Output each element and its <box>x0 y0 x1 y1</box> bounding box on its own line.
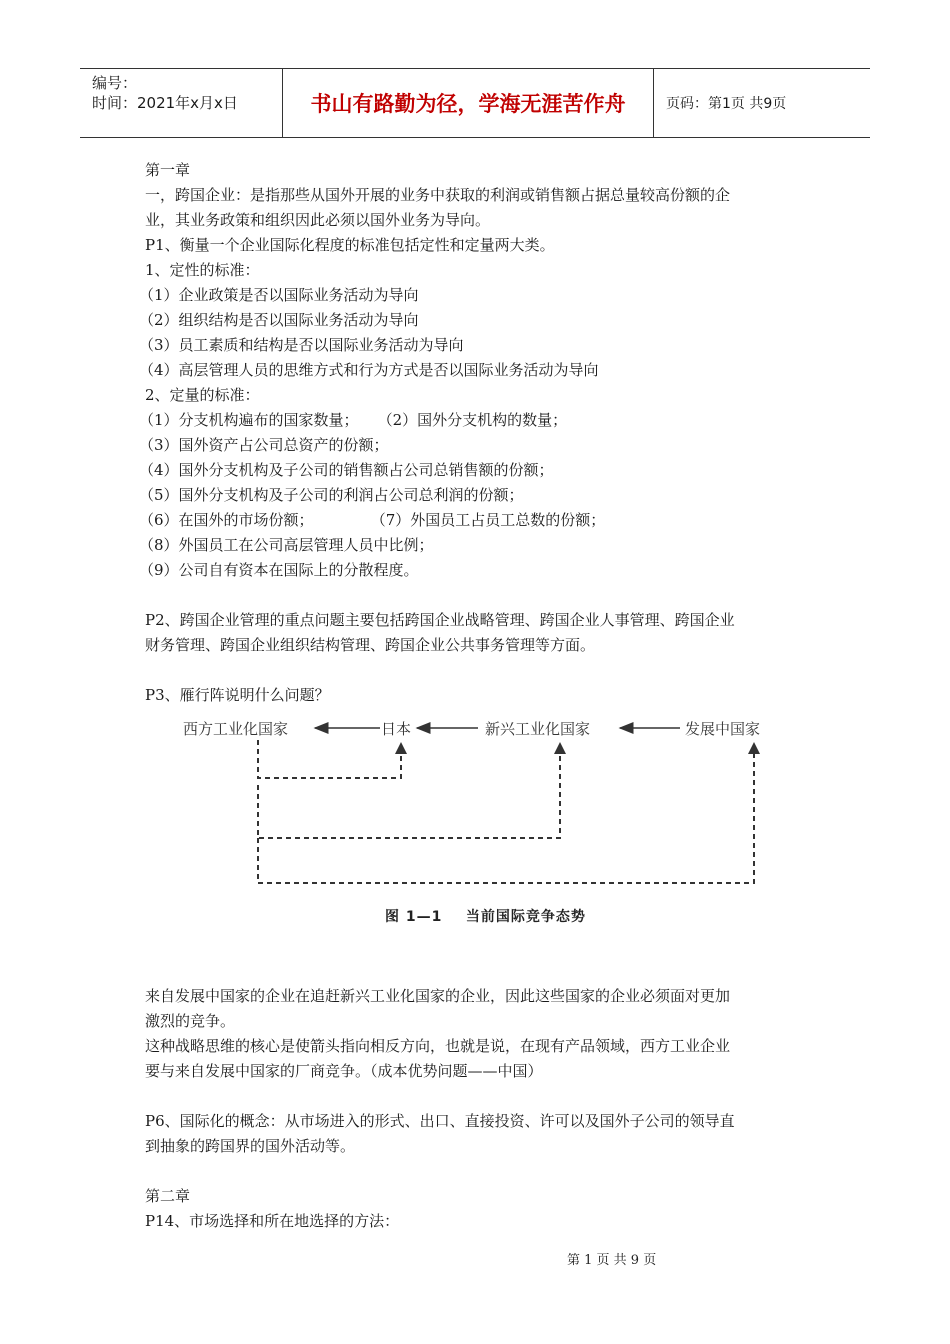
text-line: 激烈的竞争。 <box>145 1012 236 1030</box>
chapter-heading: 第一章 <box>145 161 191 179</box>
diagram-arrows <box>175 710 795 930</box>
text-line: P3、雁行阵说明什么问题？ <box>145 686 330 704</box>
text-line: P2、跨国企业管理的重点问题主要包括跨国企业战略管理、跨国企业人事管理、跨国企业 <box>145 611 735 629</box>
header-number: 编号： <box>92 74 138 92</box>
text-line: 业，其业务政策和组织因此必须以国外业务为导向。 <box>145 211 491 229</box>
text-line: （9）公司自有资本在国际上的分散程度。 <box>139 561 419 579</box>
header-motto: 书山有路勤为径，学海无涯苦作舟 <box>282 69 654 137</box>
flying-geese-diagram <box>175 710 795 930</box>
dashed-line-to-developing <box>258 752 754 883</box>
header-time: 时间：2021年x月x日 <box>92 94 238 112</box>
text-line: （1）分支机构遍布的国家数量； （2）国外分支机构的数量； <box>139 411 568 429</box>
main-text-continued <box>145 984 811 1234</box>
document-header <box>80 68 870 138</box>
page-footer: 第 1 页 共 9 页 <box>567 1253 657 1268</box>
text-line: （1）企业政策是否以国际业务活动为导向 <box>139 286 419 304</box>
text-line: 财务管理、跨国企业组织结构管理、跨国企业公共事务管理等方面。 <box>145 636 596 654</box>
label-western-countries: 西方工业化国家 <box>183 720 289 738</box>
label-newly-industrialized: 新兴工业化国家 <box>485 720 591 738</box>
text-line: （2）组织结构是否以国际业务活动为导向 <box>139 311 419 329</box>
text-line: （3）国外资产占公司总资产的份额； <box>139 436 389 454</box>
arrowhead-japan <box>395 742 407 754</box>
text-line: 一，跨国企业：是指那些从国外开展的业务中获取的利润或销售额占据总量较高份额的企 <box>145 186 731 204</box>
header-meta <box>80 69 282 137</box>
figure-caption: 图 1—1 当前国际竞争态势 <box>385 909 586 925</box>
text-line: （5）国外分支机构及子公司的利润占公司总利润的份额； <box>139 486 524 504</box>
text-line: 1、定性的标准： <box>145 261 260 279</box>
text-line: 2、定量的标准： <box>145 386 260 404</box>
label-japan: 日本 <box>381 720 412 738</box>
arrowhead-developing <box>748 742 760 754</box>
text-line: （3）员工素质和结构是否以国际业务活动为导向 <box>139 336 464 354</box>
label-developing-countries: 发展中国家 <box>685 720 761 738</box>
text-line: P1、衡量一个企业国际化程度的标准包括定性和定量两大类。 <box>145 236 555 254</box>
header-page-info: 页码：第1页 共9页 <box>666 96 787 112</box>
text-line: 要与来自发展中国家的厂商竞争。（成本优势问题——中国） <box>145 1062 543 1080</box>
text-line: 这种战略思维的核心是使箭头指向相反方向，也就是说，在现有产品领域，西方工业企业 <box>145 1037 731 1055</box>
text-line: （6）在国外的市场份额； （7）外国员工占员工总数的份额； <box>139 511 606 529</box>
text-line: （8）外国员工在公司高层管理人员中比例； <box>139 536 434 554</box>
text-line: （4）高层管理人员的思维方式和行为方式是否以国际业务活动为导向 <box>139 361 599 379</box>
text-line: （4）国外分支机构及子公司的销售额占公司总销售额的份额； <box>139 461 554 479</box>
text-line: 来自发展中国家的企业在追赶新兴工业化国家的企业，因此这些国家的企业必须面对更加 <box>145 987 731 1005</box>
text-line: P6、国际化的概念：从市场进入的形式、出口、直接投资、许可以及国外子公司的领导直 <box>145 1112 735 1130</box>
dashed-line-to-nic <box>258 752 560 838</box>
text-line: 到抽象的跨国界的国外活动等。 <box>145 1137 356 1155</box>
dashed-line-to-japan <box>258 740 401 778</box>
main-text <box>139 158 811 708</box>
arrowhead-nic <box>554 742 566 754</box>
chapter-heading: 第二章 <box>145 1187 191 1205</box>
text-line: P14、市场选择和所在地选择的方法： <box>145 1212 400 1230</box>
